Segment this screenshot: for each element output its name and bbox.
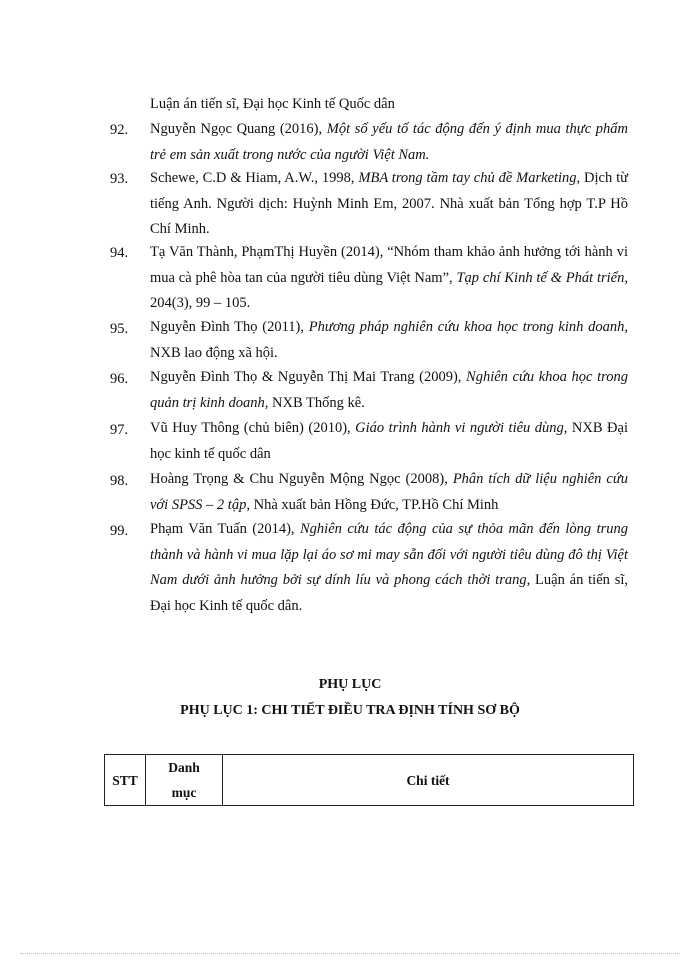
reference-entry [150, 315, 628, 366]
reference-title: Tạp chí Kinh tế & Phát triển [456, 269, 625, 286]
reference-entry [150, 166, 628, 243]
reference-number: 98. [110, 473, 129, 489]
reference-text: Luận án tiến sĩ, Đại học Kinh tế quốc dân. [150, 572, 628, 614]
reference-number: 93. [110, 171, 129, 187]
reference-text: Nguyễn Ngọc Quang (2016), [150, 121, 327, 137]
reference-text: , Dịch từ tiếng Anh. Người dịch: Huỳnh Minh Em, 2007. Nhà xuất bản Tổng hợp T.P Hồ Chí Minh. [150, 170, 628, 237]
continuation-line: Luận án tiến sĩ, Đại học Kinh tế Quốc dân [150, 96, 395, 112]
reference-title: Phương pháp nghiên cứu khoa học trong kinh doanh [308, 319, 625, 335]
reference-entry [150, 117, 628, 168]
column-header-category [146, 755, 223, 806]
reference-text: Nguyễn Đình Thọ (2011), [150, 319, 309, 335]
reference-number: 99. [110, 523, 129, 539]
reference-entry [150, 240, 628, 317]
reference-entry [150, 365, 628, 416]
reference-entry [150, 517, 628, 619]
reference-text: Hoàng Trọng & Chu Nguyễn Mộng Ngọc (2008), [150, 471, 453, 487]
reference-text: , NXB Đại học kinh tế quốc dân [150, 420, 628, 462]
table-header-row [105, 755, 634, 806]
reference-title: Phân tích dữ liệu nghiên cứu với SPSS – 2 tập [150, 471, 628, 513]
reference-text: , NXB Thống kê. [264, 394, 365, 411]
column-header-detail: Chi tiết [223, 755, 634, 806]
reference-title: Nghiên cứu khoa học trong quản trị kinh doanh [150, 369, 628, 411]
column-header-stt: STT [105, 755, 146, 806]
reference-text: Nguyễn Đình Thọ & Nguyễn Thị Mai Trang (2009), [150, 369, 467, 385]
reference-text: Schewe, C.D & Hiam, A.W., 1998, [150, 170, 359, 186]
reference-title: MBA trong tầm tay chủ đề Marketing [358, 170, 577, 186]
appendix-heading: PHỤ LỤC [318, 677, 382, 692]
column-header-category-line2: mục [171, 785, 197, 800]
reference-title: Một số yếu tố tác động đến ý định mua thực phẩm trẻ em sản xuất trong nước của người Việt Nam. [150, 121, 628, 163]
appendix-table [104, 754, 634, 806]
reference-number: 95. [110, 321, 129, 337]
reference-number: 92. [110, 122, 129, 138]
reference-text: Tạ Văn Thành, PhạmThị Huyền (2014), “Nhóm tham khảo ảnh hưởng tới hành vi mua cà phê hòa tan của người tiêu dùng Việt Nam”, [150, 244, 628, 286]
reference-title: Giáo trình hành vi người tiêu dùng [355, 420, 564, 436]
reference-title: Nghiên cứu tác động của sự thỏa mãn đến lòng trung thành và hành vi mua lặp lại áo sơ mi may sẵn đối với người tiêu dùng đô thị Việt Nam dưới ảnh hưởng bởi sự dính líu và phong cách thời trang, [150, 521, 628, 588]
reference-number: 94. [110, 245, 129, 261]
reference-text: , NXB lao động xã hội. [150, 319, 628, 361]
reference-entry [150, 467, 628, 518]
reference-text: , Nhà xuất bản Hồng Đức, TP.Hồ Chí Minh [246, 496, 499, 513]
reference-number: 97. [110, 422, 129, 438]
page-bottom-divider [20, 953, 680, 954]
appendix-subheading: PHỤ LỤC 1: CHI TIẾT ĐIỀU TRA ĐỊNH TÍNH SƠ BỘ [180, 703, 520, 718]
reference-text: , 204(3), 99 – 105. [150, 269, 628, 311]
reference-text: Vũ Huy Thông (chủ biên) (2010), [150, 420, 356, 436]
reference-text: Phạm Văn Tuấn (2014), [150, 521, 300, 537]
column-header-category-line1: Danh [168, 760, 200, 775]
reference-entry [150, 416, 628, 467]
reference-number: 96. [110, 371, 129, 387]
